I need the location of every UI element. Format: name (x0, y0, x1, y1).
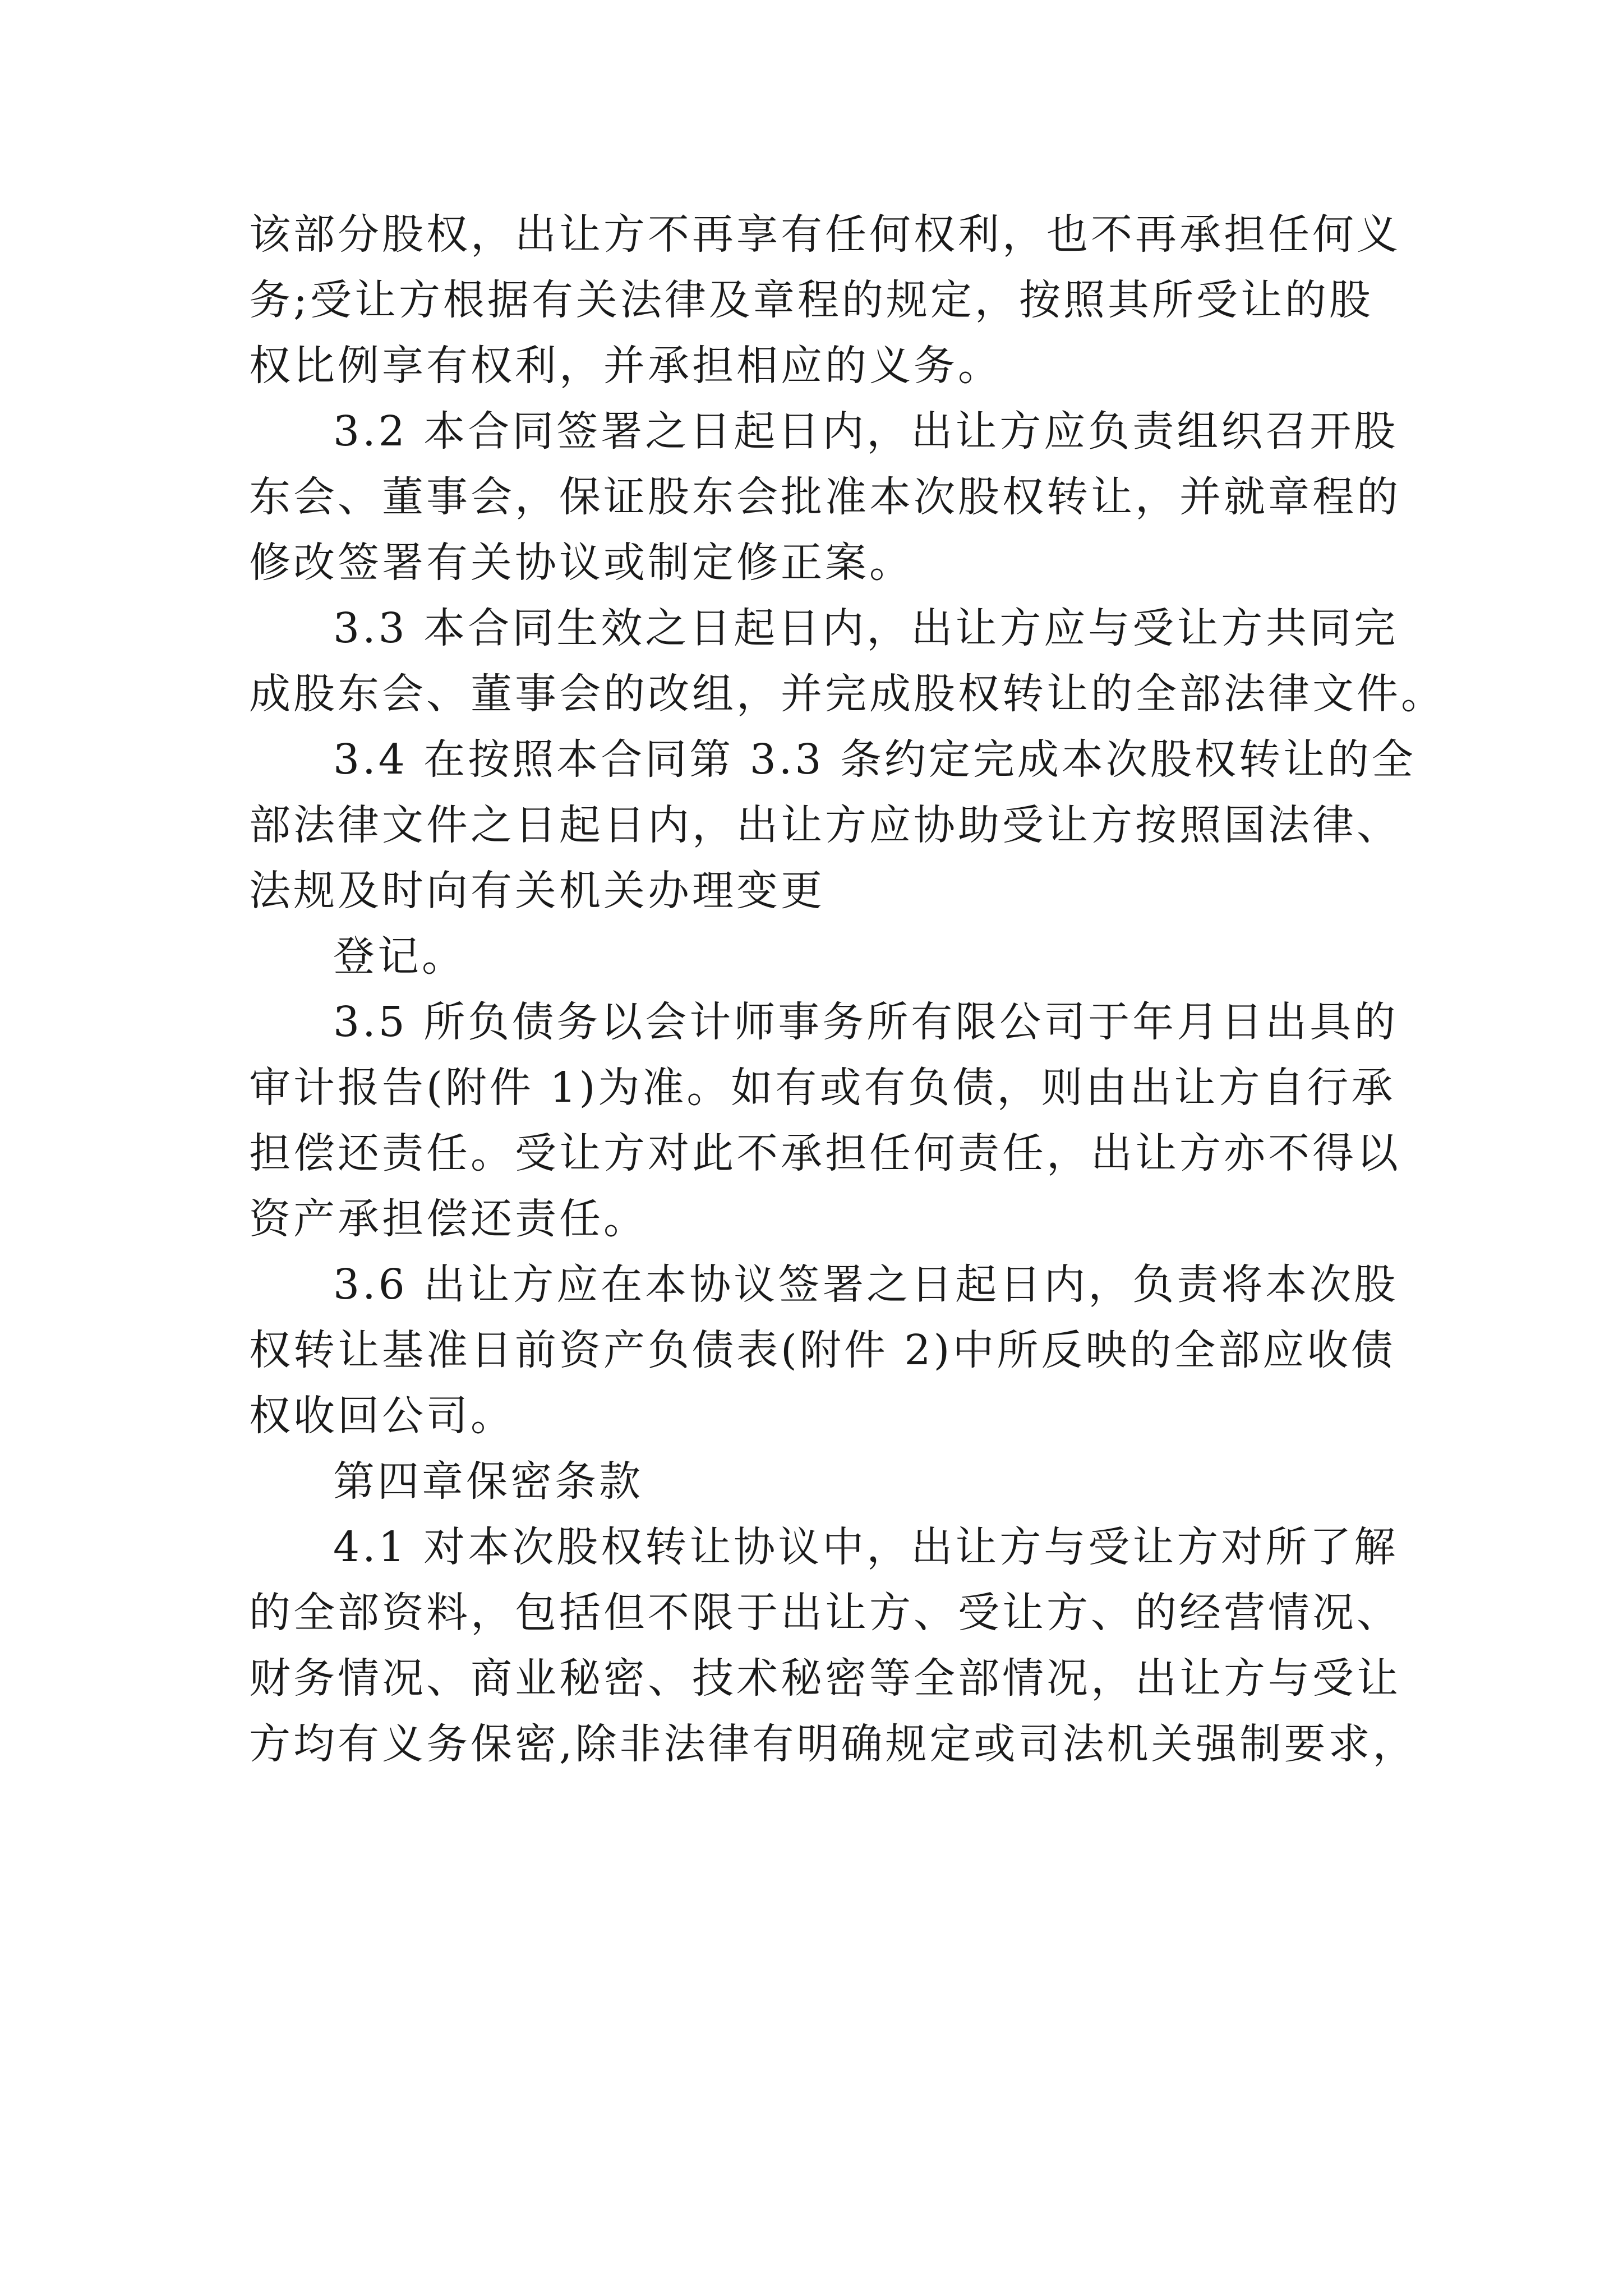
text-line: 3.6 出让方应在本协议签署之日起日内，负责将本次股 (333, 1260, 1399, 1309)
text-line: 的全部资料，包括但不限于出让方、受让方、的经营情况、 (249, 1589, 1401, 1637)
text-line: 担偿还责任。受让方对此不承担任何责任，出让方亦不得以 (249, 1129, 1401, 1177)
text-line: 登记。 (333, 932, 466, 981)
text-line: 3.3 本合同生效之日起日内，出让方应与受让方共同完 (333, 604, 1399, 652)
document-body (249, 202, 1445, 1777)
text-line: 修改签署有关协议或制定修正案。 (249, 539, 914, 587)
text-line: 3.5 所负债务以会计师事务所有限公司于年月日出具的 (333, 998, 1399, 1046)
text-line: 4.1 对本次股权转让协议中，出让方与受让方对所了解 (333, 1523, 1399, 1571)
text-line: 3.2 本合同签署之日起日内，出让方应负责组织召开股 (333, 407, 1399, 455)
chapter-heading: 第四章保密条款 (333, 1457, 643, 1506)
text-line: 审计报告(附件 1)为准。如有或有负债，则由出让方自行承 (249, 1064, 1396, 1112)
text-line: 成股东会、董事会的改组，并完成股权转让的全部法律文件。 (249, 670, 1445, 718)
text-line: 资产承担偿还责任。 (249, 1195, 648, 1243)
text-line: 权转让基准日前资产负债表(附件 2)中所反映的全部应收债 (249, 1326, 1396, 1374)
text-line: 财务情况、商业秘密、技术秘密等全部情况，出让方与受让 (249, 1654, 1401, 1703)
text-line: 权收回公司。 (249, 1392, 515, 1440)
text-line: 东会、董事会，保证股东会批准本次股权转让，并就章程的 (249, 473, 1401, 521)
text-line: 部法律文件之日起日内，出让方应协助受让方按照国法律、 (249, 801, 1401, 849)
text-line: 3.4 在按照本合同第 3.3 条约定完成本次股权转让的全 (333, 735, 1416, 784)
text-line: 权比例享有权利，并承担相应的义务。 (249, 342, 1002, 390)
text-line: 法规及时向有关机关办理变更 (249, 867, 825, 915)
text-line: 该部分股权，出让方不再享有任何权利，也不再承担任何义 (249, 210, 1401, 259)
text-line: 方均有义务保密,除非法律有明确规定或司法机关强制要求， (249, 1720, 1417, 1768)
text-line: 务;受让方根据有关法律及章程的规定，按照其所受让的股 (249, 276, 1373, 324)
